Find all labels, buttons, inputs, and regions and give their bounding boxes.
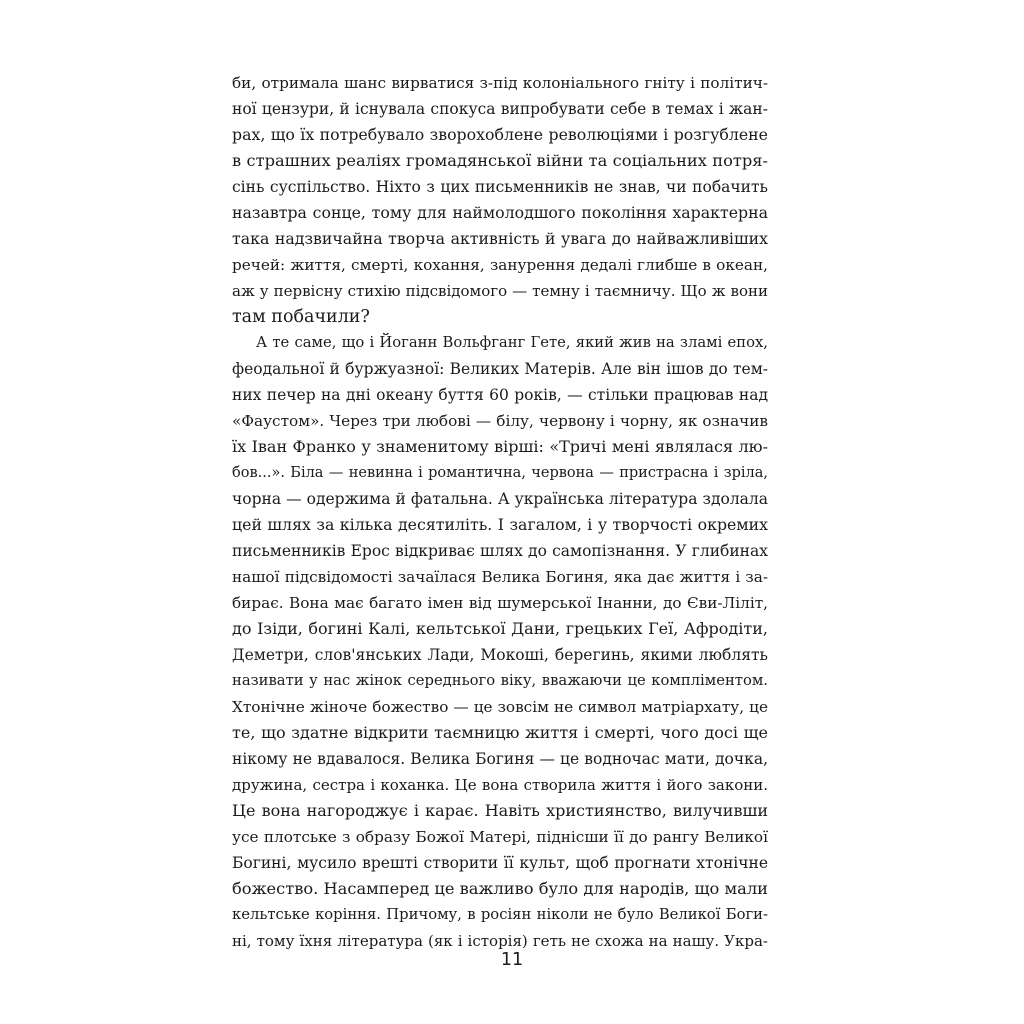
- text-line: Хтонічне жіноче божество — це зовсім не символ матріархату, це: [232, 698, 768, 716]
- text-line: письменників Ерос відкриває шлях до самопізнання. У глибинах: [232, 542, 768, 560]
- paragraph-start-line: А те саме, що і Йоганн Вольфганг Гете, який жив на зламі епох,: [256, 334, 768, 351]
- text-line: нашої підсвідомості зачаїлася Велика Богиня, яка дає життя і за-: [232, 568, 768, 586]
- text-line: називати у нас жінок середнього віку, вважаючи це компліментом.: [232, 672, 768, 689]
- text-line: цей шлях за кілька десятиліть. І загалом, і у творчості окремих: [232, 515, 768, 534]
- text-line: їх Іван Франко у знаменитому вірші: «Тричі мені являлася лю-: [232, 437, 768, 456]
- body-text: [232, 70, 768, 954]
- text-line: в страшних реаліях громадянської війни та соціальних потря-: [232, 151, 768, 170]
- text-line: сінь суспільство. Ніхто з цих письменників не знав, чи побачить: [232, 178, 768, 196]
- text-line: бов...». Біла — невинна і романтична, червона — пристрасна і зріла,: [232, 465, 768, 481]
- text-line: Деметри, слов'янських Лади, Мокоші, берегинь, якими люблять: [232, 646, 768, 664]
- text-line: би, отримала шанс вирватися з-під колоніального гніту і політич-: [232, 74, 768, 92]
- text-line: ні, тому їхня література (як і історія) геть не схожа на нашу. Укра-: [232, 932, 768, 950]
- text-line: них печер на дні океану буття 60 років, — стільки працював над: [232, 386, 768, 404]
- page-number: 11: [500, 950, 524, 970]
- text-line: рах, що їх потребувало зворохоблене революціями і розгублене: [232, 125, 768, 144]
- text-line: кельтське коріння. Причому, в росіян ніколи не було Великої Боги-: [232, 906, 768, 923]
- text-line: така надзвичайна творча активність й увага до найважливіших: [232, 229, 768, 248]
- text-line: дружина, сестра і коханка. Це вона створила життя і його закони.: [232, 776, 768, 794]
- text-line: Це вона нагороджує і карає. Навіть християнство, вилучивши: [232, 801, 768, 820]
- text-line: те, що здатне відкрити таємницю життя і смерті, чого досі ще: [232, 723, 768, 742]
- text-line: нікому не вдавалося. Велика Богиня — це водночас мати, дочка,: [232, 750, 768, 768]
- text-line: речей: життя, смерті, кохання, занурення дедалі глибше в океан,: [232, 256, 768, 274]
- text-line: феодальної й буржуазної: Великих Матерів. Але він ішов до тем-: [232, 360, 768, 378]
- text-line: Богині, мусило врешті створити її культ, щоб прогнати хтонічне: [232, 854, 768, 872]
- text-line: до Ізіди, богині Калі, кельтської Дани, грецьких Геї, Афродіти,: [232, 619, 768, 638]
- text-line: аж у первісну стихію підсвідомого — темну і таємничу. Що ж вони: [232, 282, 768, 300]
- text-line: чорна — одержима й фатальна. А українська література здолала: [232, 490, 768, 508]
- text-line: усе плотське з образу Божої Матері, піднісши її до рангу Великої: [232, 828, 768, 846]
- text-line: бирає. Вона має багато імен від шумерської Інанни, до Єви-Ліліт,: [232, 594, 768, 612]
- text-line: «Фаустом». Через три любові — білу, червону і чорну, як означив: [232, 412, 768, 430]
- text-line: божество. Насамперед це важливо було для народів, що мали: [232, 879, 768, 898]
- text-line: там побачили?: [232, 307, 370, 327]
- text-line: ної цензури, й існувала спокуса випробувати себе в темах і жан-: [232, 100, 768, 118]
- text-line: назавтра сонце, тому для наймолодшого покоління характерна: [232, 203, 768, 222]
